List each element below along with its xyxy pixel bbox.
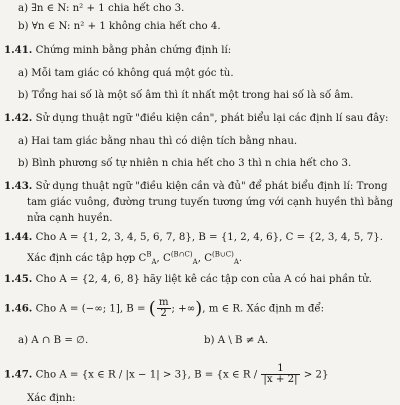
complement-3: $C^{(B\cup C)}_A$ (204, 250, 239, 267)
exercise-1-40-a: a) ∃n ∈ N: n² + 1 chia hết cho 3. (18, 3, 185, 14)
exercise-number: 1.42. (4, 112, 33, 124)
exercise-number: 1.45. (4, 273, 33, 285)
exercise-1-45 (4, 273, 372, 286)
exercise-text: Sử dụng thuật ngữ "điều kiện cần", phát biểu lại các định lí sau đây: (32, 113, 389, 124)
exercise-text: Cho A = (−∞; 1], B = (32, 303, 149, 315)
exercise-text: Cho A = {x ∈ R / |x − 1| > 3}, B = {x ∈ R / (32, 369, 261, 381)
exercise-text: Cho A = {1, 2, 3, 4, 5, 6, 7, 8}, B = {1, 2, 4, 6}, C = {2, 3, 4, 5, 7}. (32, 232, 383, 243)
open-paren: ( (148, 298, 156, 319)
exercise-number: 1.44. (4, 231, 33, 243)
exercise-number: 1.41. (4, 44, 33, 56)
exercise-1-42 (4, 112, 388, 125)
exercise-1-43-line2: tam giác vuông, đường trung tuyến tương ứng với cạnh huyền thì bằng (27, 197, 394, 208)
exercise-1-40-b: b) ∀n ∈ N: n² + 1 không chia hết cho 4. (18, 21, 221, 32)
fraction-m-over-2: $\frac{m}{2}$ (158, 297, 169, 319)
exercise-number: 1.43. (4, 180, 33, 192)
exercise-1-42-a: a) Hai tam giác bằng nhau thì có diện tích bằng nhau. (18, 136, 298, 147)
fraction-1-over-abs: $\frac{1}{|x + 2|}$ (263, 363, 298, 385)
exercise-number: 1.46. (4, 302, 33, 315)
exercise-1-46-a: a) A ∩ B = ∅. (18, 335, 89, 346)
exercise-1-41-b: b) Tổng hai số là một số âm thì ít nhất một trong hai số là số âm. (18, 90, 354, 101)
complement-1: $C^B_A$ (138, 250, 157, 267)
exercise-1-44-line2: Xác định các tập hợp $C^B_A$, $C^{(B\cap C)}_A$, $C^{(B\cup C)}_A$. (27, 250, 243, 267)
exercise-1-43-line1 (4, 180, 387, 193)
exercise-1-47-prompt: Xác định: (27, 393, 76, 404)
exercise-1-41 (4, 44, 231, 57)
exercise-1-46-b: b) A \ B ≠ A. (204, 335, 269, 346)
exercise-1-42-b: b) Bình phương số tự nhiên n chia hết cho 3 thì n chia hết cho 3. (18, 158, 352, 169)
exercise-text: Chứng minh bằng phản chứng định lí: (32, 45, 232, 56)
exercise-1-43-line3: nửa cạnh huyền. (27, 213, 113, 224)
complement-2: $C^{(B\cap C)}_A$ (163, 250, 198, 267)
exercise-1-47: 1.47. Cho A = {x ∈ R / |x − 1| > 3}, B = {x ∈ R / $\frac{1}{|x + 2|}$ > 2} (4, 363, 329, 385)
close-paren: ) (195, 298, 203, 319)
exercise-text: Xác định các tập hợp (27, 253, 139, 264)
exercise-number: 1.47. (4, 368, 33, 381)
exercise-text: Cho A = {2, 4, 6, 8} hãy liệt kê các tập con của A có hai phần tử. (32, 274, 372, 285)
exercise-1-44 (4, 231, 383, 244)
exercise-1-46: 1.46. Cho A = (−∞; 1], B = ( $\frac{m}{2}$ ; +∞), m ∈ R. Xác định m để: (4, 297, 325, 319)
exercise-1-41-a: a) Mỗi tam giác có không quá một góc tù. (18, 68, 234, 79)
exercise-text: Sử dụng thuật ngữ "điều kiện cần và đủ" để phát biểu định lí: Trong (32, 181, 388, 192)
